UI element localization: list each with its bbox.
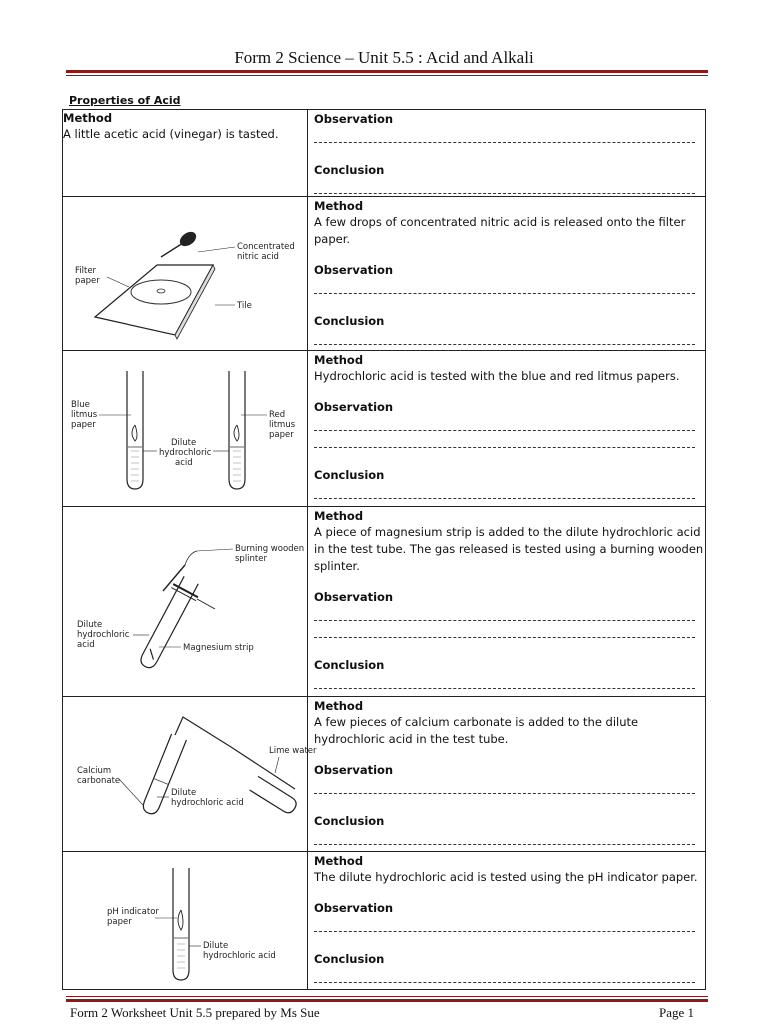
figure-label: Blue (71, 400, 90, 410)
answer-cell (308, 507, 706, 697)
observation-label: Observation (314, 901, 394, 915)
method-text: Hydrochloric acid is tested with the blue and red litmus papers. (314, 369, 680, 383)
table-row (63, 697, 706, 852)
tile-edge (175, 265, 215, 339)
method-text: A piece of magnesium strip is added to the dilute hydrochloric acid in the test tube. The gas released is tested using a burning wooden splinter. (314, 525, 704, 573)
section-title: Properties of Acid (69, 94, 181, 107)
page-number: Page 1 (658, 1005, 694, 1020)
answer-line[interactable] (314, 497, 695, 499)
figure-label: Magnesium strip (183, 643, 254, 653)
conclusion-label: Conclusion (314, 163, 385, 177)
figure-cell (63, 197, 308, 351)
footer-text: Form 2 Worksheet Unit 5.5 prepared by Ms Sue (70, 1005, 320, 1020)
figure-label: Burning wooden (235, 544, 305, 554)
figure-label: Calcium (77, 766, 112, 776)
method-text: A few drops of concentrated nitric acid is released onto the filter paper. (314, 215, 686, 246)
filter-paper-figure (63, 197, 307, 349)
answer-cell (308, 351, 706, 507)
answer-cell (308, 110, 706, 197)
observation-label: Observation (314, 763, 394, 777)
footer-rule (66, 999, 708, 1002)
answer-line[interactable] (314, 343, 695, 345)
wooden-splinter (163, 565, 185, 591)
conclusion-label: Conclusion (314, 658, 385, 672)
test-tube-right (250, 776, 299, 815)
footer-rule-thin (66, 996, 708, 997)
answer-cell (308, 197, 706, 351)
magnesium-strip (146, 649, 157, 660)
figure-label: hydrochloric acid (203, 951, 276, 961)
answer-line[interactable] (314, 981, 695, 983)
method-label: Method (314, 699, 364, 713)
method-text: A few pieces of calcium carbonate is added to the dilute hydrochloric acid in the test tube. (314, 715, 639, 746)
figure-label: Red (269, 410, 286, 420)
magnesium-figure (63, 507, 307, 695)
answer-cell (308, 697, 706, 852)
filter-paper (131, 280, 191, 304)
dropper-bulb (177, 229, 199, 249)
figure-label: Dilute (77, 620, 103, 630)
figure-label: pH indicator (107, 907, 159, 917)
figure-label: hydrochloric acid (171, 798, 244, 808)
header-rule-thin (66, 75, 708, 76)
observation-label: Observation (314, 400, 394, 414)
method-label: Method (63, 111, 113, 125)
conclusion-label: Conclusion (314, 314, 385, 328)
figure-label: Dilute (171, 788, 197, 798)
answer-line[interactable] (314, 687, 695, 689)
answer-line[interactable] (314, 843, 695, 845)
figure-cell (63, 351, 308, 507)
figure-label: splinter (235, 554, 267, 564)
figure-label: carbonate (77, 776, 121, 786)
litmus-figure (63, 351, 307, 505)
method-label: Method (314, 353, 364, 367)
figure-label: hydrochloric (159, 448, 212, 458)
figure-label: litmus (71, 410, 98, 420)
figure-label: Concentrated (237, 242, 295, 252)
answer-cell (308, 852, 706, 990)
figure-label: paper (107, 917, 132, 927)
method-label: Method (314, 199, 364, 213)
ph-paper-figure (63, 852, 307, 988)
figure-cell (63, 852, 308, 990)
figure-label: acid (77, 640, 95, 650)
clamp (197, 599, 215, 609)
figure-cell (63, 697, 317, 852)
figure-label: litmus (269, 420, 296, 430)
figure-label: Filter (75, 266, 97, 276)
red-litmus-strip (234, 425, 239, 441)
figure-label: paper (71, 420, 96, 430)
figure-cell (63, 507, 308, 697)
figure-label: nitric acid (237, 252, 279, 262)
ph-paper-strip (178, 910, 183, 930)
conclusion-label: Conclusion (314, 814, 385, 828)
figure-label: acid (175, 458, 193, 468)
method-label: Method (314, 854, 364, 868)
figure-label: Tile (237, 301, 252, 311)
observation-label: Observation (314, 112, 394, 126)
table-row (63, 110, 706, 197)
figure-label: Dilute (203, 941, 229, 951)
header-rule (66, 70, 708, 73)
method-cell (63, 110, 308, 197)
figure-label: paper (269, 430, 294, 440)
answer-line[interactable] (314, 192, 695, 194)
figure-label: paper (75, 276, 100, 286)
blue-litmus-strip (132, 425, 137, 441)
figure-label: Dilute (171, 438, 197, 448)
dropper-tube (161, 243, 183, 257)
test-tube-left (127, 371, 143, 489)
test-tube-right (229, 371, 245, 489)
acid-spot (157, 289, 165, 293)
test-tube (173, 868, 189, 980)
observation-label: Observation (314, 590, 394, 604)
method-text: A little acetic acid (vinegar) is tasted. (63, 127, 279, 141)
method-label: Method (314, 509, 364, 523)
conclusion-label: Conclusion (314, 468, 385, 482)
page-title: Form 2 Science – Unit 5.5 : Acid and Alkali (234, 48, 534, 67)
figure-label: hydrochloric (77, 630, 130, 640)
method-text: The dilute hydrochloric acid is tested using the pH indicator paper. (314, 870, 698, 884)
figure-label: Lime water (269, 746, 317, 756)
observation-label: Observation (314, 263, 394, 277)
test-tube (138, 576, 198, 670)
table-row (63, 852, 706, 990)
calcium-carbonate-figure (63, 697, 317, 850)
conclusion-label: Conclusion (314, 952, 385, 966)
table-row (63, 507, 706, 697)
table-row (63, 351, 706, 507)
worksheet-table (62, 109, 706, 990)
table-row (63, 197, 706, 351)
